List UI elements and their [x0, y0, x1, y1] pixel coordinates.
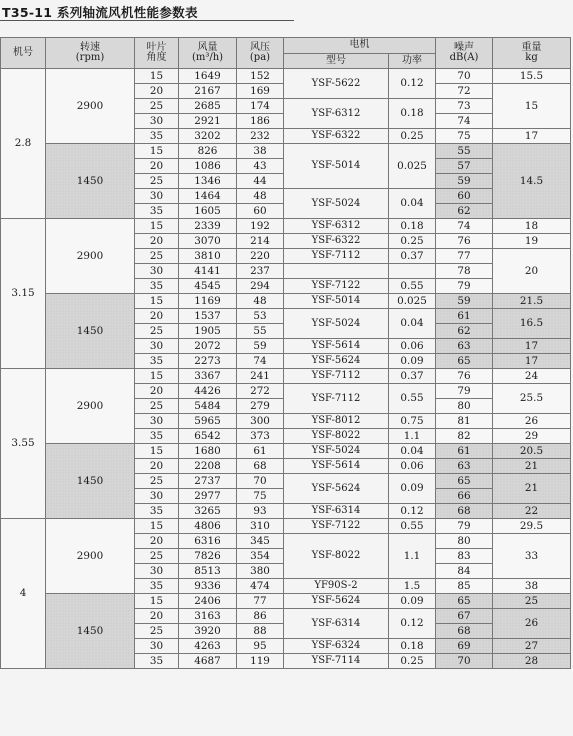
motor-model-cell: YSF-7122: [284, 519, 389, 534]
flow-cell: 5484: [179, 399, 237, 414]
pressure-cell: 44: [237, 174, 284, 189]
flow-cell: 1680: [179, 444, 237, 459]
motor-model-cell: YSF-6312: [284, 219, 389, 234]
table-row: [1, 369, 571, 384]
weight-cell: 33: [493, 534, 571, 579]
motor-power-cell: 0.025: [389, 294, 436, 309]
motor-power-cell: 0.18: [389, 99, 436, 129]
noise-cell: 73: [436, 99, 493, 114]
flow-cell: 3070: [179, 234, 237, 249]
motor-power-cell: 0.37: [389, 369, 436, 384]
table-row: [1, 519, 571, 534]
flow-cell: 8513: [179, 564, 237, 579]
motor-model-cell: YSF-8012: [284, 414, 389, 429]
noise-cell: 62: [436, 204, 493, 219]
noise-cell: 67: [436, 609, 493, 624]
motor-power-cell: 0.55: [389, 519, 436, 534]
flow-cell: 826: [179, 144, 237, 159]
noise-cell: 84: [436, 564, 493, 579]
motor-model-cell: YSF-6322: [284, 234, 389, 249]
motor-power-cell: 0.04: [389, 444, 436, 459]
blade-angle-cell: 35: [135, 354, 179, 369]
blade-angle-cell: 15: [135, 69, 179, 84]
header-blade-angle: 叶片 角度: [135, 38, 179, 69]
motor-power-cell: 0.55: [389, 384, 436, 414]
motor-power-cell: 1.5: [389, 579, 436, 594]
blade-angle-cell: 15: [135, 444, 179, 459]
blade-angle-cell: 30: [135, 489, 179, 504]
speed-cell: 2900: [46, 69, 135, 144]
noise-cell: 68: [436, 504, 493, 519]
flow-cell: 2208: [179, 459, 237, 474]
pressure-cell: 86: [237, 609, 284, 624]
machine-no-cell: 4: [1, 519, 46, 669]
motor-model-cell: YSF-8022: [284, 534, 389, 579]
motor-model-cell: YSF-5014: [284, 144, 389, 189]
blade-angle-cell: 15: [135, 144, 179, 159]
speed-cell: 1450: [46, 594, 135, 669]
blade-angle-cell: 30: [135, 114, 179, 129]
noise-cell: 77: [436, 249, 493, 264]
blade-angle-cell: 30: [135, 264, 179, 279]
pressure-cell: 186: [237, 114, 284, 129]
blade-angle-cell: 20: [135, 159, 179, 174]
noise-cell: 80: [436, 399, 493, 414]
flow-cell: 2685: [179, 99, 237, 114]
pressure-cell: 380: [237, 564, 284, 579]
motor-model-cell: YSF-6324: [284, 639, 389, 654]
blade-angle-cell: 35: [135, 204, 179, 219]
weight-cell: 38: [493, 579, 571, 594]
flow-cell: 4141: [179, 264, 237, 279]
title-underline: [0, 20, 294, 21]
table-row: [1, 444, 571, 459]
speed-cell: 2900: [46, 369, 135, 444]
noise-cell: 57: [436, 159, 493, 174]
noise-cell: 65: [436, 594, 493, 609]
pressure-cell: 59: [237, 339, 284, 354]
blade-angle-cell: 20: [135, 459, 179, 474]
header-flow: 风量 (m³/h): [179, 38, 237, 69]
noise-cell: 78: [436, 264, 493, 279]
blade-angle-cell: 25: [135, 549, 179, 564]
pressure-cell: 77: [237, 594, 284, 609]
motor-power-cell: 0.37: [389, 249, 436, 264]
motor-power-cell: 0.04: [389, 189, 436, 219]
motor-power-cell: 0.25: [389, 654, 436, 669]
motor-model-cell: YSF-6312: [284, 99, 389, 129]
weight-cell: 25: [493, 594, 571, 609]
blade-angle-cell: 20: [135, 84, 179, 99]
motor-model-cell: YSF-5614: [284, 459, 389, 474]
noise-cell: 70: [436, 654, 493, 669]
flow-cell: 1649: [179, 69, 237, 84]
weight-cell: 19: [493, 234, 571, 249]
motor-model-cell: YSF-8022: [284, 429, 389, 444]
flow-cell: 4806: [179, 519, 237, 534]
flow-cell: 4545: [179, 279, 237, 294]
header-noise: 噪声 dB(A): [436, 38, 493, 69]
weight-cell: 27: [493, 639, 571, 654]
motor-power-cell: 0.12: [389, 609, 436, 639]
motor-model-cell: YSF-5622: [284, 69, 389, 99]
weight-cell: 17: [493, 339, 571, 354]
motor-power-cell: 0.09: [389, 474, 436, 504]
noise-cell: 79: [436, 519, 493, 534]
weight-cell: 24: [493, 369, 571, 384]
noise-cell: 72: [436, 84, 493, 99]
motor-power-cell: 1.1: [389, 534, 436, 579]
flow-cell: 2072: [179, 339, 237, 354]
motor-power-cell: 0.09: [389, 354, 436, 369]
flow-cell: 4426: [179, 384, 237, 399]
noise-cell: 62: [436, 324, 493, 339]
pressure-cell: 74: [237, 354, 284, 369]
noise-cell: 74: [436, 219, 493, 234]
weight-cell: 26: [493, 609, 571, 639]
pressure-cell: 70: [237, 474, 284, 489]
blade-angle-cell: 35: [135, 279, 179, 294]
weight-cell: 25.5: [493, 384, 571, 414]
noise-cell: 79: [436, 279, 493, 294]
blade-angle-cell: 15: [135, 369, 179, 384]
noise-cell: 74: [436, 114, 493, 129]
weight-cell: 29.5: [493, 519, 571, 534]
blade-angle-cell: 15: [135, 219, 179, 234]
weight-cell: 29: [493, 429, 571, 444]
weight-cell: 15.5: [493, 69, 571, 84]
motor-power-cell: 0.06: [389, 459, 436, 474]
motor-power-cell: 0.12: [389, 504, 436, 519]
motor-model-cell: YSF-5614: [284, 339, 389, 354]
flow-cell: 7826: [179, 549, 237, 564]
motor-model-cell: YSF-5624: [284, 474, 389, 504]
pressure-cell: 220: [237, 249, 284, 264]
weight-cell: 21.5: [493, 294, 571, 309]
pressure-cell: 373: [237, 429, 284, 444]
flow-cell: 1605: [179, 204, 237, 219]
noise-cell: 55: [436, 144, 493, 159]
noise-cell: 82: [436, 429, 493, 444]
flow-cell: 4263: [179, 639, 237, 654]
header-weight: 重量 kg: [493, 38, 571, 69]
motor-model-cell: YSF-6314: [284, 504, 389, 519]
noise-cell: 76: [436, 234, 493, 249]
blade-angle-cell: 30: [135, 189, 179, 204]
flow-cell: 3920: [179, 624, 237, 639]
motor-model-cell: YSF-7112: [284, 249, 389, 264]
flow-cell: 6542: [179, 429, 237, 444]
motor-power-cell: 0.06: [389, 339, 436, 354]
table-row: [1, 294, 571, 309]
pressure-cell: 279: [237, 399, 284, 414]
machine-no-cell: 3.15: [1, 219, 46, 369]
blade-angle-cell: 35: [135, 504, 179, 519]
pressure-cell: 310: [237, 519, 284, 534]
weight-cell: 20: [493, 249, 571, 294]
pressure-cell: 300: [237, 414, 284, 429]
flow-cell: 1169: [179, 294, 237, 309]
noise-cell: 66: [436, 489, 493, 504]
weight-cell: 22: [493, 504, 571, 519]
pressure-cell: 48: [237, 294, 284, 309]
pressure-cell: 214: [237, 234, 284, 249]
blade-angle-cell: 20: [135, 609, 179, 624]
motor-power-cell: 1.1: [389, 429, 436, 444]
weight-cell: 14.5: [493, 144, 571, 219]
flow-cell: 2977: [179, 489, 237, 504]
weight-cell: 20.5: [493, 444, 571, 459]
pressure-cell: 232: [237, 129, 284, 144]
noise-cell: 61: [436, 444, 493, 459]
fan-performance-table: [0, 37, 571, 669]
motor-model-cell: YSF-7112: [284, 369, 389, 384]
blade-angle-cell: 30: [135, 639, 179, 654]
header-machine-no: 机号: [1, 38, 46, 69]
pressure-cell: 272: [237, 384, 284, 399]
noise-cell: 85: [436, 579, 493, 594]
speed-cell: 1450: [46, 294, 135, 369]
motor-model-cell: YSF-5024: [284, 309, 389, 339]
pressure-cell: 43: [237, 159, 284, 174]
pressure-cell: 345: [237, 534, 284, 549]
blade-angle-cell: 25: [135, 324, 179, 339]
motor-model-cell: YSF-7122: [284, 279, 389, 294]
pressure-cell: 237: [237, 264, 284, 279]
weight-cell: 21: [493, 459, 571, 474]
table-body: [1, 69, 571, 669]
weight-cell: 15: [493, 84, 571, 129]
blade-angle-cell: 15: [135, 294, 179, 309]
blade-angle-cell: 25: [135, 174, 179, 189]
noise-cell: 69: [436, 639, 493, 654]
speed-cell: 1450: [46, 144, 135, 219]
flow-cell: 2273: [179, 354, 237, 369]
noise-cell: 83: [436, 549, 493, 564]
speed-cell: 1450: [46, 444, 135, 519]
motor-power-cell: [389, 264, 436, 279]
pressure-cell: 152: [237, 69, 284, 84]
noise-cell: 65: [436, 474, 493, 489]
motor-power-cell: 0.04: [389, 309, 436, 339]
table-row: [1, 219, 571, 234]
blade-angle-cell: 25: [135, 99, 179, 114]
pressure-cell: 55: [237, 324, 284, 339]
flow-cell: 3202: [179, 129, 237, 144]
blade-angle-cell: 30: [135, 414, 179, 429]
table-row: [1, 144, 571, 159]
header-motor: 电机: [284, 38, 436, 54]
noise-cell: 68: [436, 624, 493, 639]
pressure-cell: 48: [237, 189, 284, 204]
pressure-cell: 93: [237, 504, 284, 519]
motor-power-cell: 0.025: [389, 144, 436, 189]
motor-power-cell: 0.25: [389, 234, 436, 249]
blade-angle-cell: 25: [135, 399, 179, 414]
motor-power-cell: 0.09: [389, 594, 436, 609]
weight-cell: 17: [493, 129, 571, 144]
flow-cell: 1346: [179, 174, 237, 189]
weight-cell: 17: [493, 354, 571, 369]
pressure-cell: 474: [237, 579, 284, 594]
noise-cell: 60: [436, 189, 493, 204]
flow-cell: 2921: [179, 114, 237, 129]
blade-angle-cell: 20: [135, 534, 179, 549]
blade-angle-cell: 20: [135, 234, 179, 249]
motor-power-cell: 0.18: [389, 219, 436, 234]
blade-angle-cell: 25: [135, 249, 179, 264]
pressure-cell: 61: [237, 444, 284, 459]
pressure-cell: 53: [237, 309, 284, 324]
motor-power-cell: 0.75: [389, 414, 436, 429]
pressure-cell: 60: [237, 204, 284, 219]
noise-cell: 79: [436, 384, 493, 399]
noise-cell: 75: [436, 129, 493, 144]
header-motor-model: 型号: [284, 54, 389, 69]
flow-cell: 9336: [179, 579, 237, 594]
machine-no-cell: 3.55: [1, 369, 46, 519]
noise-cell: 59: [436, 294, 493, 309]
table-title: T35-11 系列轴流风机性能参数表: [2, 5, 198, 20]
motor-model-cell: YSF-6322: [284, 129, 389, 144]
motor-power-cell: 0.12: [389, 69, 436, 99]
pressure-cell: 95: [237, 639, 284, 654]
flow-cell: 3367: [179, 369, 237, 384]
blade-angle-cell: 30: [135, 339, 179, 354]
motor-model-cell: YSF-7112: [284, 384, 389, 414]
weight-cell: 21: [493, 474, 571, 504]
flow-cell: 2167: [179, 84, 237, 99]
speed-cell: 2900: [46, 219, 135, 294]
pressure-cell: 354: [237, 549, 284, 564]
blade-angle-cell: 15: [135, 519, 179, 534]
blade-angle-cell: 35: [135, 429, 179, 444]
blade-angle-cell: 35: [135, 654, 179, 669]
motor-model-cell: YSF-6314: [284, 609, 389, 639]
machine-no-cell: 2.8: [1, 69, 46, 219]
noise-cell: 63: [436, 339, 493, 354]
flow-cell: 1537: [179, 309, 237, 324]
noise-cell: 76: [436, 369, 493, 384]
weight-cell: 28: [493, 654, 571, 669]
noise-cell: 59: [436, 174, 493, 189]
motor-power-cell: 0.25: [389, 129, 436, 144]
flow-cell: 2339: [179, 219, 237, 234]
flow-cell: 3810: [179, 249, 237, 264]
flow-cell: 3163: [179, 609, 237, 624]
noise-cell: 63: [436, 459, 493, 474]
pressure-cell: 192: [237, 219, 284, 234]
header-pressure: 风压 (pa): [237, 38, 284, 69]
pressure-cell: 88: [237, 624, 284, 639]
pressure-cell: 241: [237, 369, 284, 384]
flow-cell: 4687: [179, 654, 237, 669]
motor-model-cell: YF90S-2: [284, 579, 389, 594]
blade-angle-cell: 35: [135, 129, 179, 144]
weight-cell: 16.5: [493, 309, 571, 339]
header-motor-power: 功率: [389, 54, 436, 69]
blade-angle-cell: 25: [135, 474, 179, 489]
pressure-cell: 75: [237, 489, 284, 504]
noise-cell: 70: [436, 69, 493, 84]
blade-angle-cell: 20: [135, 309, 179, 324]
motor-model-cell: YSF-5624: [284, 594, 389, 609]
weight-cell: 18: [493, 219, 571, 234]
pressure-cell: 38: [237, 144, 284, 159]
motor-model-cell: YSF-5014: [284, 294, 389, 309]
motor-power-cell: 0.18: [389, 639, 436, 654]
blade-angle-cell: 25: [135, 624, 179, 639]
table-row: [1, 69, 571, 84]
motor-model-cell: [284, 264, 389, 279]
blade-angle-cell: 30: [135, 564, 179, 579]
motor-power-cell: 0.55: [389, 279, 436, 294]
flow-cell: 3265: [179, 504, 237, 519]
blade-angle-cell: 35: [135, 579, 179, 594]
motor-model-cell: YSF-5024: [284, 444, 389, 459]
pressure-cell: 68: [237, 459, 284, 474]
weight-cell: 26: [493, 414, 571, 429]
motor-model-cell: YSF-5624: [284, 354, 389, 369]
motor-model-cell: YSF-7114: [284, 654, 389, 669]
pressure-cell: 294: [237, 279, 284, 294]
speed-cell: 2900: [46, 519, 135, 594]
flow-cell: 2737: [179, 474, 237, 489]
noise-cell: 65: [436, 354, 493, 369]
noise-cell: 80: [436, 534, 493, 549]
flow-cell: 5965: [179, 414, 237, 429]
header-row-top: [1, 38, 571, 54]
noise-cell: 61: [436, 309, 493, 324]
flow-cell: 1086: [179, 159, 237, 174]
table-row: [1, 594, 571, 609]
header-speed: 转速 (rpm): [46, 38, 135, 69]
blade-angle-cell: 15: [135, 594, 179, 609]
flow-cell: 2406: [179, 594, 237, 609]
pressure-cell: 119: [237, 654, 284, 669]
flow-cell: 1464: [179, 189, 237, 204]
pressure-cell: 174: [237, 99, 284, 114]
motor-model-cell: YSF-5024: [284, 189, 389, 219]
noise-cell: 81: [436, 414, 493, 429]
pressure-cell: 169: [237, 84, 284, 99]
flow-cell: 1905: [179, 324, 237, 339]
blade-angle-cell: 20: [135, 384, 179, 399]
flow-cell: 6316: [179, 534, 237, 549]
